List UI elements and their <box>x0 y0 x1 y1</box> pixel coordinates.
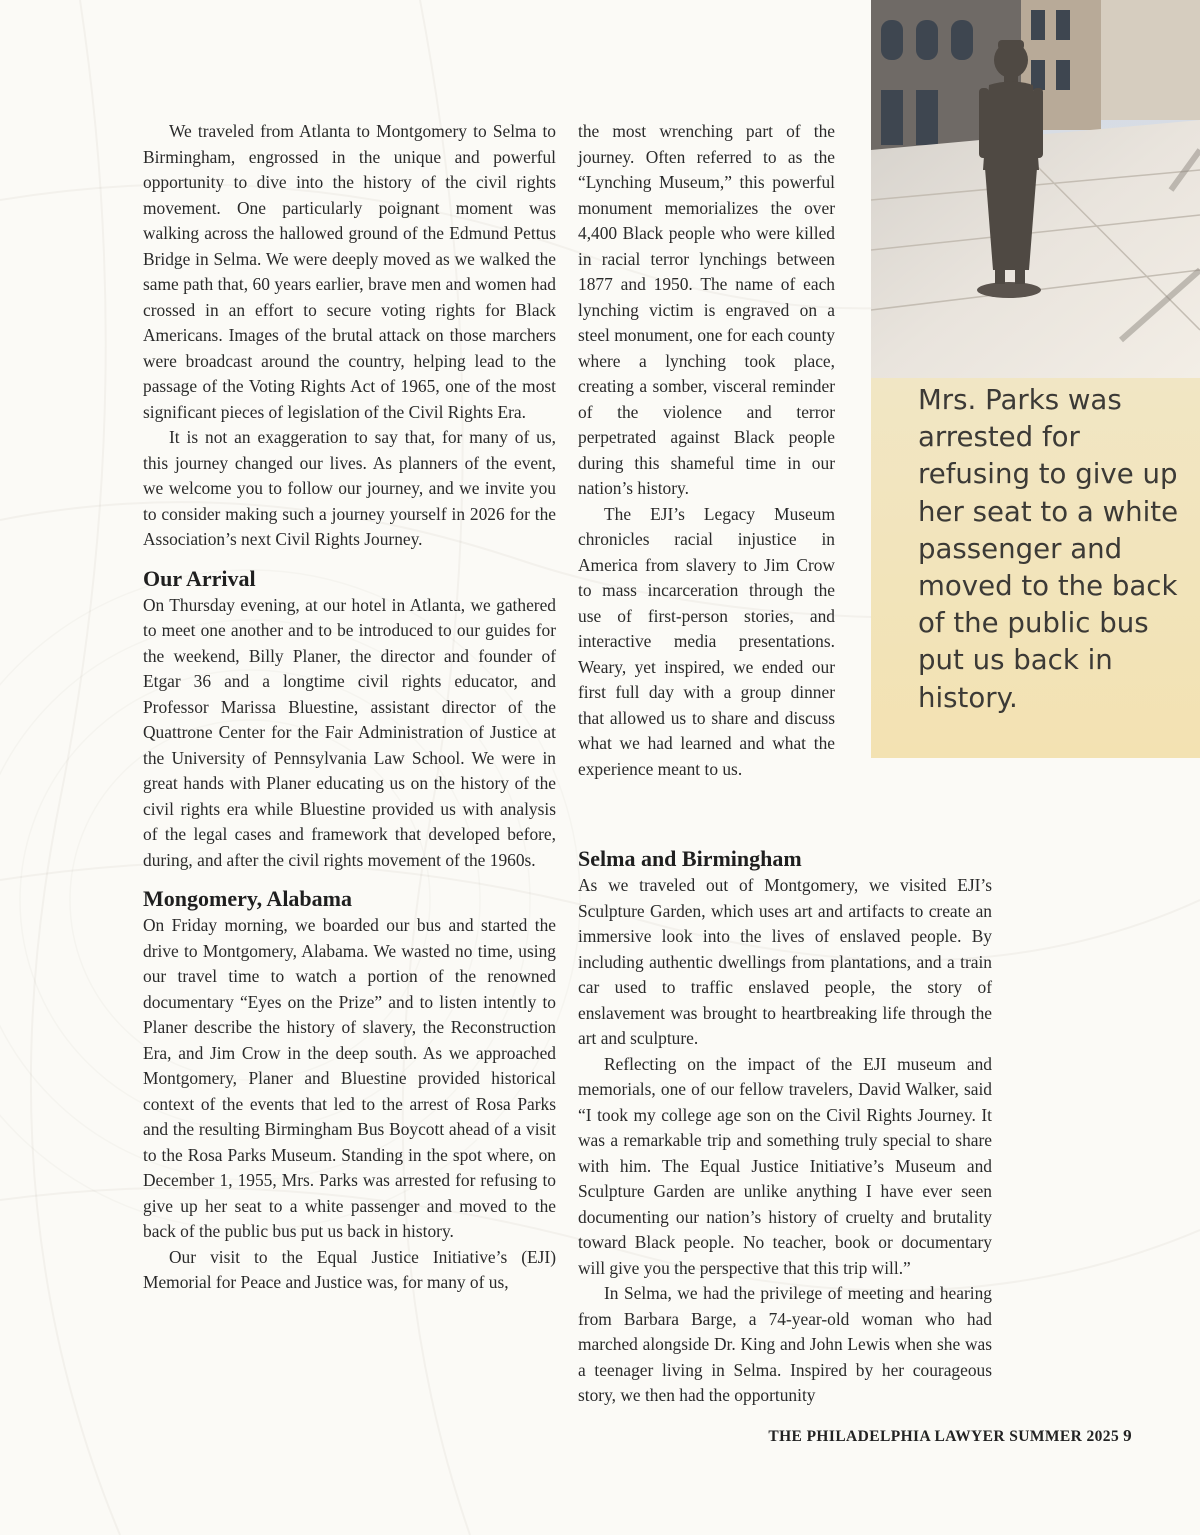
paragraph: The EJI’s Legacy Museum chronicles racial injustice in America from slavery to Jim Crow to mass incarceration through the use of first-person stories, and interactive media presentations. Weary, yet inspired, we ended our first full day with a group dinner that allowed us to share and discuss what we had learned and what the experience meant to us. <box>578 503 835 779</box>
paragraph: We traveled from Atlanta to Montgomery to Selma to Birmingham, engrossed in the unique and powerful opportunity to dive into the history of the civil rights movement. One particularly poignant moment was walking across the hallowed ground of the Edmund Pettus Bridge in Selma. We were deeply moved as we walked the same path that, 60 years earlier, brave men and women had crossed in an effort to secure voting rights for Black Americans. Images of the brutal attack on those marchers were broadcast around the country, helping lead to the passage of the Voting Rights Act of 1965, one of the most significant pieces of legislation of the Civil Rights Era. <box>143 121 556 422</box>
rosa-parks-statue-photo <box>871 0 1200 378</box>
paragraph: the most wrenching part of the journey. Often referred to as the “Lynching Museum,” this powerful monument memorializes the over 4,400 Black people who were killed in racial terror lynchings between 1877 and 1950. The name of each lynching victim is engraved on a steel monument, one for each county where a lynching took place, creating a somber, visceral reminder of the violence and terror perpetrated against Black people during this shameful time in our nation’s history. <box>578 121 835 498</box>
paragraph: In Selma, we had the privilege of meeting and hearing from Barbara Barge, a 74-year-old woman who had marched alongside Dr. King and John Lewis when she was a teenager living in Selma. Inspired by her courageous story, we then had the opportunity <box>578 1283 992 1405</box>
paragraph: It is not an exaggeration to say that, for many of us, this journey changed our lives. As planners of the event, we welcome you to follow our journey, and we invite you to consider making such a journey yourself in 2026 for the Association’s next Civil Rights Journey. <box>143 427 556 549</box>
pull-quote-text: Mrs. Parks was arrested for refusing to give up her seat to a white passenger and moved to the back of the public bus put us back in history. <box>918 383 1179 714</box>
article-column-2-lower <box>578 845 992 1409</box>
paragraph: On Thursday evening, at our hotel in Atlanta, we gathered to meet one another and to be introduced to our guides for the weekend, Billy Planer, the director and founder of Etgar 36 and a longtime civil rights educator, and Professor Marissa Bluestine, assistant director of the Quattrone Center for the Fair Administration of Justice at the University of Pennsylvania Law School. We were in great hands with Planer educating us on the history of the civil rights era while Bluestine provided us with analysis of the legal cases and framework that developed before, during, and after the civil rights movement of the 1960s. <box>143 594 556 870</box>
article-column-1 <box>143 119 556 1296</box>
page-number: 9 <box>1123 1426 1132 1445</box>
paragraph: On Friday morning, we boarded our bus and started the drive to Montgomery, Alabama. We wasted no time, using our travel time to watch a portion of the renowned documentary “Eyes on the Prize” and to listen intently to Planer describe the history of slavery, the Reconstruction Era, and Jim Crow in the deep south. As we approached Montgomery, Planer and Bluestine provided historical context of the events that led to the arrest of Rosa Parks and the resulting Birmingham Bus Boycott ahead of a visit to the Rosa Parks Museum. Standing in the spot where, on December 1, 1955, Mrs. Parks was arrested for refusing to give up her seat to a white passenger and moved to the back of the public bus put us back in history. <box>143 915 556 1241</box>
publication-name: THE PHILADELPHIA LAWYER SUMMER 2025 <box>768 1428 1120 1445</box>
article-column-2 <box>578 119 835 782</box>
section-heading-selma-birmingham: Selma and Birmingham <box>578 846 802 871</box>
section-heading-our-arrival: Our Arrival <box>143 565 256 591</box>
paragraph: As we traveled out of Montgomery, we visited EJI’s Sculpture Garden, which uses art and artifacts to create an immersive look into the lives of enslaved people. By including authentic dwellings from plantations, and a train car used to traffic enslaved people, the story of enslavement was brought to heartbreaking life through the art and sculpture. <box>578 875 992 1048</box>
paragraph: Our visit to the Equal Justice Initiative’s (EJI) Memorial for Peace and Justice was, for many of us, <box>143 1246 556 1292</box>
paragraph: Reflecting on the impact of the EJI museum and memorials, one of our fellow travelers, David Walker, said “I took my college age son on the Civil Rights Journey. It was a remarkable trip and something truly special to share with him. The Equal Justice Initiative’s Museum and Sculpture Garden are unlike anything I have ever seen documenting our nation’s history of cruelty and brutality toward Black people. No teacher, book or documentary will give you the perspective that this trip will.” <box>578 1053 992 1278</box>
page-footer <box>768 1426 1132 1446</box>
pull-quote-box <box>871 378 1200 758</box>
section-heading-montgomery: Mongomery, Alabama <box>143 886 352 911</box>
